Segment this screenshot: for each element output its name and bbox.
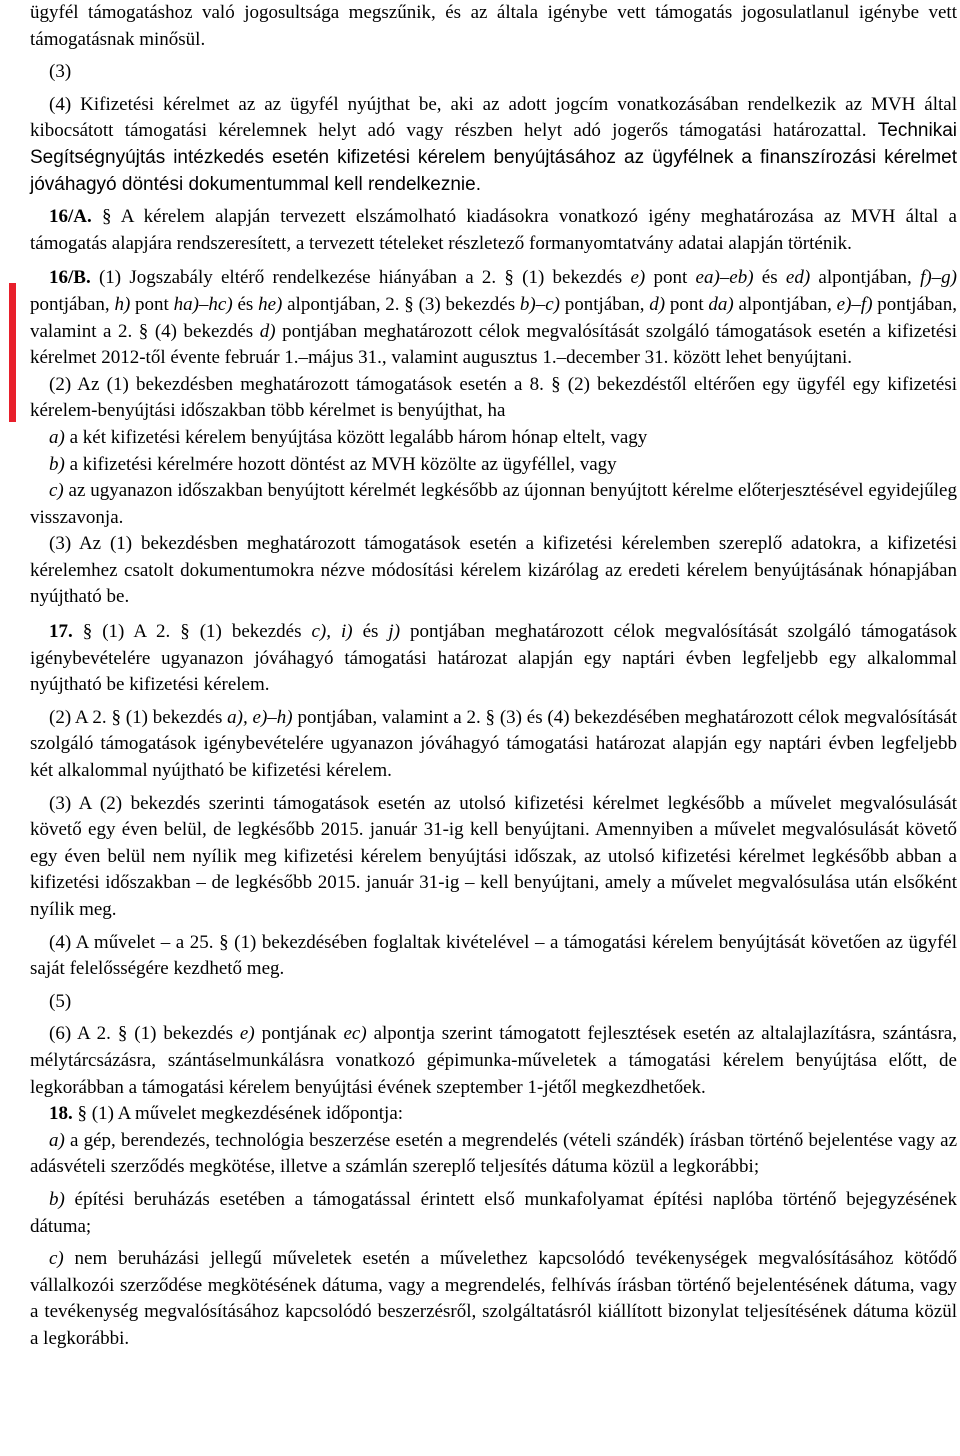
paragraph-text: építési beruházás esetében a támogatással érintett első munkafolyamat építési naplóba történő bejegyzésének dátuma; — [30, 1188, 957, 1237]
point-reference: e)–f) — [836, 293, 873, 315]
paragraph-text: pont — [130, 293, 174, 315]
point-reference: c), i) — [311, 621, 353, 643]
paragraph — [30, 92, 957, 198]
point-reference: b)–c) — [519, 293, 560, 315]
section-number: 18. — [49, 1103, 73, 1125]
paragraph — [30, 452, 957, 479]
point-reference: e) — [239, 1023, 255, 1045]
point-reference: ed) — [785, 267, 811, 289]
paragraph — [30, 989, 957, 1016]
paragraph — [30, 930, 957, 983]
paragraph-text: és — [352, 621, 389, 643]
point-reference: he) — [258, 293, 283, 315]
paragraph-text: pontjában meghatározott célok megvalósítását szolgáló támogatások igénybevételére ugyanazon jóváhagyó támogatási határozat alapján egy naptári évben legfeljebb egy alkalommal nyújtható be kifizetési kérelem. — [30, 621, 957, 696]
paragraph — [30, 619, 957, 699]
paragraph-text: (3) — [49, 61, 72, 83]
point-reference: a) — [49, 1129, 65, 1151]
point-reference: ea)–eb) — [695, 267, 754, 289]
paragraph-text: alpontjában, 2. § (3) bekezdés — [282, 293, 520, 315]
paragraph-text: pontjában meghatározott célok megvalósítását szolgáló támogatások esetén a kifizetési kérelmet 2012-től évente február 1.–május 31., valamint augusztus 1.–december 31. között lehet benyújtani. — [30, 320, 957, 369]
paragraph-text: § (1) A művelet megkezdésének időpontja: — [72, 1103, 404, 1125]
paragraph — [30, 59, 957, 86]
paragraph-text: (6) A 2. § (1) bekezdés — [49, 1023, 240, 1045]
paragraph-text: pontjának — [254, 1023, 344, 1045]
point-reference: j) — [388, 621, 401, 643]
paragraph-text: Technikai Segítségnyújtás intézkedés esetén kifizetési kérelem benyújtásához az ügyfélnek a finanszírozási kérelmet jóváhagyó döntési dokumentummal kell rendelkeznie. — [30, 120, 957, 195]
paragraph-text: a két kifizetési kérelem benyújtása között legalább három hónap eltelt, vagy — [64, 426, 648, 448]
paragraph — [30, 372, 957, 425]
paragraph-text: (3) A (2) bekezdés szerinti támogatások esetén az utolsó kifizetési kérelmet legkésőbb a művelet megvalósulását követő egy éven belül, de legkésőbb 2015. január 31-ig kell benyújtani. Amennyiben a művelet megvalósulását követő egy éven belül nem nyílik meg kifizetési kérelem benyújtási időszak, az utolsó kifizetési kérelmet legkésőbb abban a kifizetési időszakban – de legkésőbb 2015. január 31-ig – kell benyújtani, amely a művelet megvalósulása után elsőként nyílik meg. — [30, 792, 957, 920]
paragraph-text: nem beruházási jellegű műveletek esetén a művelethez kapcsolódó tevékenységek megvalósításához kötődő vállalkozói szerződése megkötésének dátuma, vagy a megrendelés, felhívás írásban történő bejelentésének dátuma, vagy a tevékenység megvalósításához kapcsolódó beszerzésről, szolgáltatásról kiállított bizonylat teljesítésének dátuma közül a legkorábbi. — [30, 1248, 957, 1349]
paragraph-text: alpontjában, — [810, 267, 921, 289]
paragraph-text: § (1) A 2. § (1) bekezdés — [72, 621, 312, 643]
paragraph — [30, 531, 957, 611]
paragraph — [30, 705, 957, 785]
paragraph — [30, 1128, 957, 1181]
paragraph-text: (4) A művelet – a 25. § (1) bekezdésében foglaltak kivételével – a támogatási kérelem benyújtását követően az ügyfél saját felelősségére kezdhető meg. — [30, 931, 957, 980]
paragraph — [30, 265, 957, 371]
paragraph — [30, 1021, 957, 1101]
paragraph-text: (4) Kifizetési kérelmet az az ügyfél nyújthat be, aki az adott jogcím vonatkozásában rendelkezik az MVH által kibocsátott támogatási kérelemnek helyt adó vagy részben helyt adó jogerős támogatási határozattal. — [30, 93, 957, 142]
point-reference: b) — [49, 453, 65, 475]
point-reference: d) — [259, 320, 276, 342]
paragraph-text: (5) — [49, 990, 72, 1012]
paragraph-text: a kifizetési kérelmére hozott döntést az MVH közölte az ügyféllel, vagy — [64, 453, 617, 475]
paragraph — [30, 478, 957, 531]
paragraph-text: alpontjában, — [733, 293, 837, 315]
paragraph — [30, 0, 957, 53]
paragraph-text: az ugyanazon időszakban benyújtott kérelmét legkésőbb az újonnan benyújtott kérelme előterjesztésével egyidejűleg visszavonja. — [30, 480, 957, 528]
document-page — [30, 0, 957, 1353]
paragraph-text: ügyfél támogatáshoz való jogosultsága megszűnik, és az általa igénybe vett támogatás jogosulatlanul igénybe vett támogatásnak minősül. — [30, 2, 957, 50]
paragraph-text: (2) Az (1) bekezdésben meghatározott támogatások esetén a 8. § (2) bekezdéstől eltérően egy ügyfél egy kifizetési kérelem-benyújtási időszakban több kérelmet is benyújthat, ha — [30, 373, 957, 422]
point-reference: ec) — [343, 1023, 367, 1045]
paragraph-text: pontjában, valamint a 2. § (4) bekezdés — [30, 293, 957, 342]
paragraph-text: alpontja szerint támogatott fejlesztések esetén az altalajlazításra, szántásra, mélytárcsázásra, szántáselmunkálásra vonatkozó gépimunka-műveletek a támogatási kérelem benyújtása előtt, de legkorábban a támogatási kérelem benyújtási évének szeptember 1-jétől megkezdhetőek. — [30, 1023, 957, 1098]
paragraph — [30, 425, 957, 452]
paragraph — [30, 1246, 957, 1352]
paragraph-text: a gép, berendezés, technológia beszerzése esetén a megrendelés (vételi szándék) írásban történő bejelentése vagy az adásvételi szerződés megkötése, illetve a számlán szereplő teljesítés dátuma közül a legkorábbi; — [30, 1129, 957, 1178]
paragraph-text: (3) Az (1) bekezdésben meghatározott támogatások esetén a kifizetési kérelemben szereplő adatokra, a kifizetési kérelemhez csatolt dokumentumokra nézve módosítási kérelem kizárólag az eredeti kérelem benyújtásának hónapjában nyújtható be. — [30, 533, 957, 608]
point-reference: ha)–hc) — [173, 293, 233, 315]
section-number: 16/B. — [49, 267, 91, 289]
paragraph-text: és — [232, 293, 259, 315]
paragraph-text: (1) Jogszabály eltérő rendelkezése hiányában a 2. § (1) bekezdés — [90, 267, 631, 289]
paragraph-text: pont — [645, 267, 696, 289]
paragraph — [30, 1187, 957, 1240]
point-reference: d) — [649, 293, 666, 315]
paragraph — [30, 791, 957, 924]
paragraph-text: pontjában, — [30, 293, 115, 315]
point-reference: b) — [49, 1188, 65, 1210]
point-reference: da) — [708, 293, 734, 315]
point-reference: c) — [49, 480, 64, 502]
paragraph-text: pont — [665, 293, 709, 315]
point-reference: a) — [49, 426, 65, 448]
point-reference: e) — [630, 267, 646, 289]
paragraph-text: pontjában, — [560, 293, 650, 315]
paragraph — [30, 1101, 957, 1128]
paragraph-text: és — [753, 267, 786, 289]
paragraph-text: § A kérelem alapján tervezett elszámolható kiadásokra vonatkozó igény meghatározása az MVH által a támogatás alapjára rendszeresített, a tervezett tételeket részletező formanyomtatvány adatai alapján történik. — [30, 206, 957, 254]
change-marker-bar — [9, 283, 16, 422]
paragraph — [30, 204, 957, 257]
paragraph-text: pontjában, valamint a 2. § (3) és (4) bekezdésében meghatározott célok megvalósítását szolgáló támogatások igénybevételére ugyanazon jóváhagyó támogatási határozat alapján egy naptári évben legfeljebb két alkalommal nyújtható be kifizetési kérelem. — [30, 706, 958, 782]
point-reference: f)–g) — [920, 267, 957, 289]
point-reference: c) — [49, 1248, 64, 1270]
section-number: 17. — [49, 621, 73, 643]
point-reference: a), e)–h) — [227, 706, 293, 728]
paragraph-text: (2) A 2. § (1) bekezdés — [49, 706, 228, 728]
section-number: 16/A. — [49, 206, 92, 228]
point-reference: h) — [114, 293, 131, 315]
